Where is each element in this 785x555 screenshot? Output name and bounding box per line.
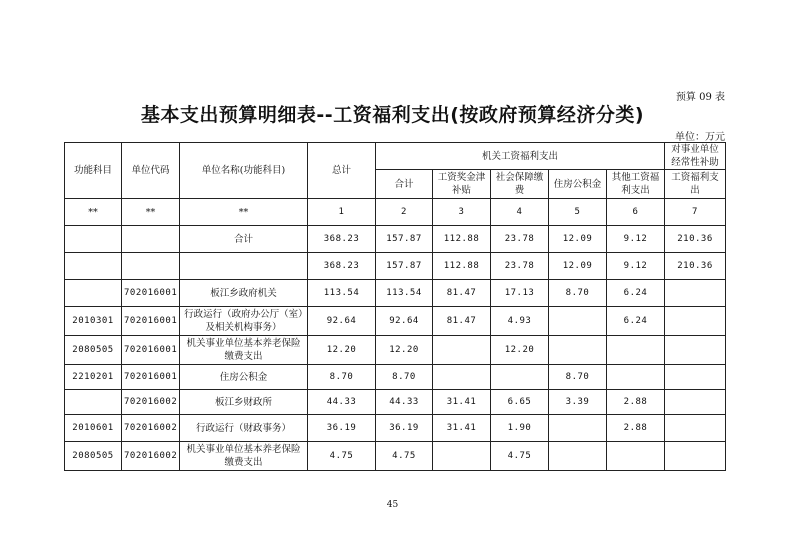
cell-other-welfare: 6 (607, 199, 665, 226)
cell-func-subject (65, 280, 122, 307)
form-number-tag: 预算 09 表 (675, 92, 725, 103)
cell-wage-bonus: 3 (433, 199, 491, 226)
cell-social-security: 6.65 (491, 390, 549, 415)
cell-public-wage (665, 415, 726, 442)
cell-housing-fund (549, 307, 607, 336)
cell-wage-bonus (433, 336, 491, 365)
cell-unit-code (122, 253, 180, 280)
cell-subtotal: 12.20 (376, 336, 433, 365)
cell-subtotal: 2 (376, 199, 433, 226)
cell-other-welfare (607, 365, 665, 390)
cell-func-subject: ** (65, 199, 122, 226)
header-public-subsidy-group: 对事业单位经常性补助 (665, 143, 726, 170)
table-row (65, 307, 726, 336)
table-row (65, 336, 726, 365)
cell-public-wage (665, 280, 726, 307)
cell-total: 8.70 (308, 365, 376, 390)
cell-func-subject: 2210201 (65, 365, 122, 390)
cell-social-security: 4.75 (491, 442, 549, 471)
cell-total: 368.23 (308, 253, 376, 280)
cell-housing-fund: 8.70 (549, 280, 607, 307)
cell-other-welfare: 6.24 (607, 280, 665, 307)
cell-wage-bonus: 112.88 (433, 226, 491, 253)
cell-unit-name: 行政运行（财政事务） (180, 415, 308, 442)
cell-func-subject: 2010301 (65, 307, 122, 336)
cell-unit-name: 机关事业单位基本养老保险缴费支出 (180, 336, 308, 365)
cell-unit-code: 702016001 (122, 336, 180, 365)
cell-social-security: 1.90 (491, 415, 549, 442)
cell-unit-code: 702016002 (122, 415, 180, 442)
cell-func-subject: 2010601 (65, 415, 122, 442)
header-subtotal: 合计 (376, 170, 433, 199)
header-unit-name: 单位名称(功能科目) (180, 143, 308, 199)
cell-unit-name: 板江乡财政所 (180, 390, 308, 415)
cell-other-welfare: 9.12 (607, 226, 665, 253)
cell-func-subject (65, 390, 122, 415)
page-title: 基本支出预算明细表--工资福利支出(按政府预算经济分类) (140, 104, 645, 126)
header-social-security: 社会保障缴费 (491, 170, 549, 199)
cell-unit-code: 702016001 (122, 307, 180, 336)
cell-other-welfare (607, 442, 665, 471)
unit-label: 单位：万元 (675, 132, 725, 143)
cell-unit-code: 702016001 (122, 280, 180, 307)
header-housing-fund: 住房公积金 (549, 170, 607, 199)
cell-wage-bonus (433, 365, 491, 390)
cell-func-subject: 2080505 (65, 336, 122, 365)
table-row (65, 253, 726, 280)
header-public-wage: 工资福利支出 (665, 170, 726, 199)
index-row (65, 199, 726, 226)
cell-wage-bonus: 112.88 (433, 253, 491, 280)
cell-subtotal: 113.54 (376, 280, 433, 307)
cell-unit-name: ** (180, 199, 308, 226)
budget-table (64, 142, 726, 471)
header-func-subject: 功能科目 (65, 143, 122, 199)
cell-unit-name: 住房公积金 (180, 365, 308, 390)
cell-wage-bonus (433, 442, 491, 471)
table-row (65, 390, 726, 415)
cell-social-security (491, 365, 549, 390)
cell-unit-code: 702016002 (122, 390, 180, 415)
cell-housing-fund (549, 336, 607, 365)
cell-unit-name (180, 253, 308, 280)
cell-subtotal: 157.87 (376, 226, 433, 253)
cell-subtotal: 157.87 (376, 253, 433, 280)
cell-total: 36.19 (308, 415, 376, 442)
cell-total: 368.23 (308, 226, 376, 253)
cell-public-wage (665, 390, 726, 415)
cell-housing-fund: 12.09 (549, 226, 607, 253)
cell-subtotal: 92.64 (376, 307, 433, 336)
cell-subtotal: 36.19 (376, 415, 433, 442)
cell-wage-bonus: 81.47 (433, 280, 491, 307)
cell-total: 1 (308, 199, 376, 226)
cell-public-wage (665, 442, 726, 471)
cell-unit-code (122, 226, 180, 253)
table-body (65, 199, 726, 471)
cell-total: 4.75 (308, 442, 376, 471)
cell-housing-fund (549, 415, 607, 442)
header-unit-code: 单位代码 (122, 143, 180, 199)
cell-social-security: 23.78 (491, 226, 549, 253)
cell-social-security: 17.13 (491, 280, 549, 307)
header-total: 总计 (308, 143, 376, 199)
cell-other-welfare: 2.88 (607, 390, 665, 415)
cell-unit-code: 702016001 (122, 365, 180, 390)
cell-func-subject (65, 226, 122, 253)
cell-public-wage: 210.36 (665, 226, 726, 253)
cell-subtotal: 8.70 (376, 365, 433, 390)
cell-unit-name: 合计 (180, 226, 308, 253)
table-row (65, 442, 726, 471)
cell-other-welfare: 9.12 (607, 253, 665, 280)
cell-func-subject (65, 253, 122, 280)
cell-unit-code: 702016002 (122, 442, 180, 471)
cell-housing-fund: 12.09 (549, 253, 607, 280)
cell-public-wage (665, 365, 726, 390)
cell-housing-fund: 8.70 (549, 365, 607, 390)
cell-social-security: 12.20 (491, 336, 549, 365)
cell-other-welfare (607, 336, 665, 365)
cell-public-wage: 210.36 (665, 253, 726, 280)
cell-other-welfare: 6.24 (607, 307, 665, 336)
cell-total: 113.54 (308, 280, 376, 307)
header-wage-bonus: 工资奖金津补贴 (433, 170, 491, 199)
cell-other-welfare: 2.88 (607, 415, 665, 442)
cell-total: 92.64 (308, 307, 376, 336)
cell-housing-fund: 5 (549, 199, 607, 226)
cell-housing-fund (549, 442, 607, 471)
header-other-welfare: 其他工资福利支出 (607, 170, 665, 199)
table-row (65, 415, 726, 442)
cell-wage-bonus: 81.47 (433, 307, 491, 336)
cell-social-security: 4.93 (491, 307, 549, 336)
table-row (65, 365, 726, 390)
cell-social-security: 23.78 (491, 253, 549, 280)
cell-func-subject: 2080505 (65, 442, 122, 471)
table-row (65, 280, 726, 307)
cell-unit-name: 板江乡政府机关 (180, 280, 308, 307)
cell-total: 44.33 (308, 390, 376, 415)
table-row (65, 226, 726, 253)
cell-social-security: 4 (491, 199, 549, 226)
cell-subtotal: 44.33 (376, 390, 433, 415)
cell-public-wage (665, 336, 726, 365)
cell-wage-bonus: 31.41 (433, 415, 491, 442)
cell-housing-fund: 3.39 (549, 390, 607, 415)
cell-public-wage: 7 (665, 199, 726, 226)
page-number: 45 (386, 500, 399, 510)
cell-subtotal: 4.75 (376, 442, 433, 471)
cell-unit-code: ** (122, 199, 180, 226)
cell-public-wage (665, 307, 726, 336)
cell-unit-name: 机关事业单位基本养老保险缴费支出 (180, 442, 308, 471)
cell-unit-name: 行政运行（政府办公厅（室）及相关机构事务） (180, 307, 308, 336)
cell-wage-bonus: 31.41 (433, 390, 491, 415)
cell-total: 12.20 (308, 336, 376, 365)
header-org-wage-group: 机关工资福利支出 (376, 143, 665, 170)
